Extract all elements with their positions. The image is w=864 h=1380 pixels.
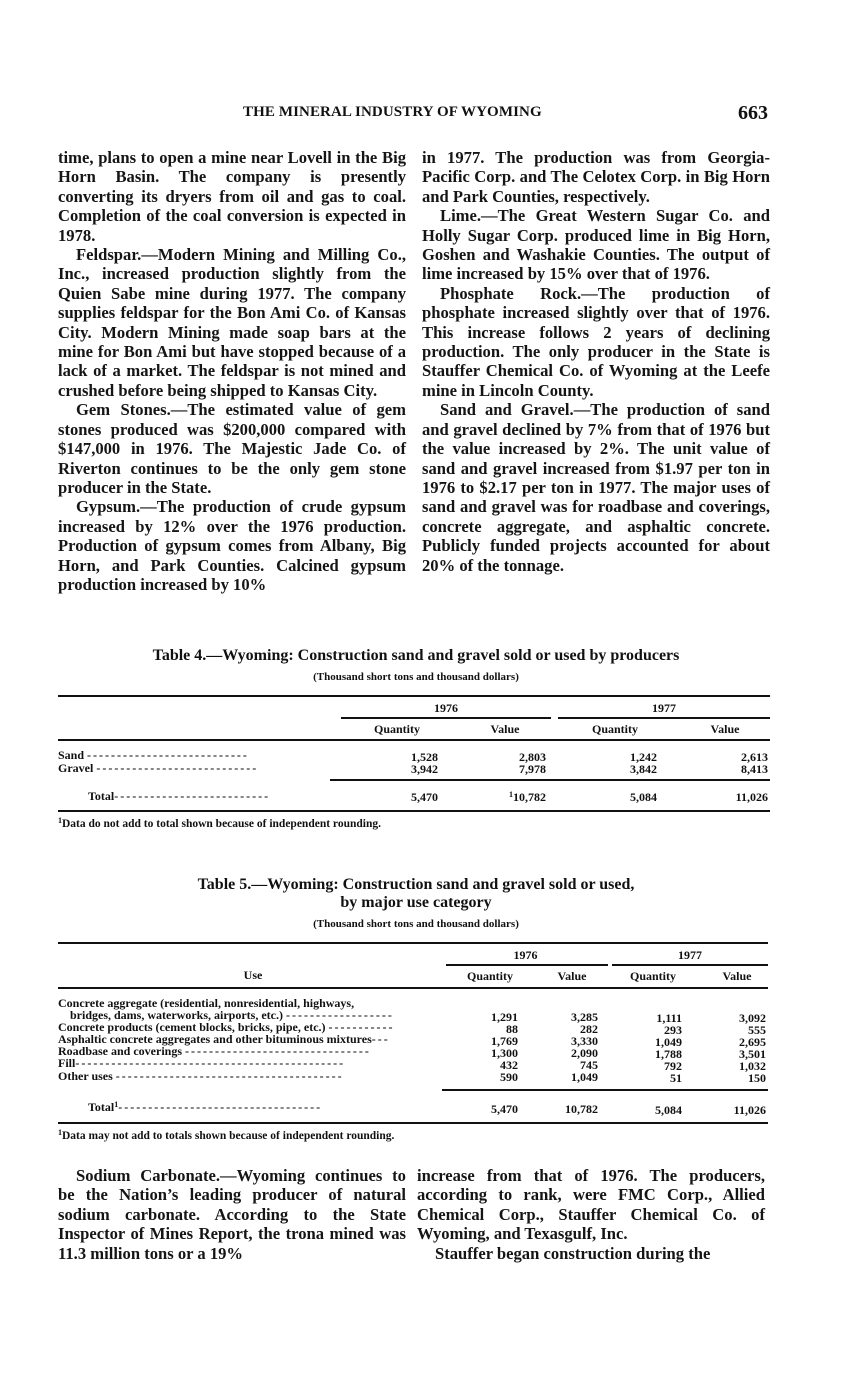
- paragraph-phosphate-rock: Phosphate Rock.—The production of phosphate increased slightly over that of 1976. This increase follows 2 years of declining production. The only producer in the State is Stauffer Chemical Co. of Wyoming at the Leefe mine in Lincoln County.: [422, 283, 770, 400]
- column-header: Quantity: [629, 969, 676, 983]
- footnote-mark: 1: [509, 790, 513, 799]
- column-header: Value: [722, 969, 752, 983]
- year-header: 1976: [513, 948, 538, 962]
- cell-value-1976: 7,978: [519, 762, 546, 776]
- cell-value-1977: 8,413: [741, 762, 768, 776]
- table-title: Table 4.—Wyoming: Construction sand and gravel sold or used by producers: [152, 647, 680, 664]
- header-bottom-rule: [58, 987, 768, 989]
- paragraph-sand-and-gravel: Sand and Gravel.—The production of sand and gravel declined by 7% from that of 1976 but the value increased by 2%. The unit value of sand and gravel increased from $1.97 per ton in 1976 to $2.17 per ton in 1977. The major uses of sand and gravel was for roadbase and coverings, concrete aggregate, and asphaltic concrete. Publicly funded projects accounted for about 20% of the tonnage.: [422, 400, 770, 575]
- cell-quantity-1977: 3,842: [630, 762, 657, 776]
- cell-quantity-1976: 432: [500, 1058, 518, 1072]
- column-header: Value: [710, 722, 740, 736]
- cell-value-1976: 2,803: [519, 750, 546, 764]
- cell-value-1977: 3,092: [739, 1011, 766, 1025]
- table-title-line2: by major use category: [340, 894, 492, 911]
- cell-quantity-1977: 1,788: [655, 1047, 682, 1061]
- column-header: Quantity: [466, 969, 513, 983]
- paragraph-feldspar: Feldspar.—Modern Mining and Milling Co., Inc., increased production slightly from the Quien Sabe mine during 1977. The company supplies feldspar for the Bon Ami Co. of Kansas City. Modern Mining made soap bars at the mine for Bon Ami but have stopped because of a lack of a market. The feldspar is not mined and crushed before being shipped to Kansas City.: [58, 245, 406, 400]
- cell-quantity-1977: 293: [664, 1023, 682, 1037]
- column-header: Quantity: [591, 722, 638, 736]
- running-head: [0, 102, 864, 126]
- section-heading: Feldspar.: [76, 245, 142, 265]
- paragraph-sodium-carbonate: Sodium Carbonate.—Wyoming continues to be the Nation’s leading producer of natural sodium carbonate. According to the State Inspector of Mines Report, the trona mined was 11.3 million tons or a 19%: [58, 1166, 406, 1263]
- page-number: 663: [738, 102, 768, 124]
- body-column-right: [422, 148, 770, 575]
- row-label: Concrete products (cement blocks, bricks, pipe, etc.): [58, 1021, 326, 1034]
- total-value-1976: 10,782: [565, 1102, 598, 1116]
- table-top-rule: [58, 695, 770, 697]
- cell-quantity-1976: 88: [506, 1022, 518, 1036]
- row-label: Fill: [58, 1057, 76, 1070]
- stub-header: Use: [243, 968, 263, 982]
- paragraph-gem-stones: Gem Stones.—The estimated value of gem stones produced was $200,000 compared with $147,000 in 1976. The Majestic Jade Co. of Riverton continues to be the only gem stone producer in the State.: [58, 400, 406, 497]
- total-quantity-1976: 5,470: [411, 790, 438, 804]
- section-heading: Sand and Gravel.: [440, 400, 574, 420]
- body-column-left: [58, 148, 406, 594]
- subtotal-rule: [442, 1089, 768, 1091]
- subtotal-rule: [330, 779, 770, 781]
- column-header: Value: [557, 969, 587, 983]
- body-column-right-bottom: [417, 1166, 765, 1263]
- year-header: 1977: [678, 948, 702, 962]
- total-value-1977: 11,026: [733, 1103, 766, 1117]
- paragraph: in 1977. The production was from Georgia-Pacific Corp. and The Celotex Corp. in Big Horn and Park Counties, respectively.: [422, 148, 770, 206]
- section-heading: Gypsum.: [76, 497, 141, 517]
- section-heading: Gem Stones.: [76, 400, 171, 420]
- cell-value-1977: 2,613: [741, 750, 768, 764]
- cell-quantity-1976: 1,291: [491, 1010, 518, 1024]
- row-label-continued: bridges, dams, waterworks, airports, etc.): [70, 1009, 283, 1022]
- footnote-mark: 1: [114, 1101, 119, 1109]
- section-heading: Phosphate Rock.: [440, 283, 582, 303]
- row-label: Concrete aggregate (residential, nonresidential, highways,: [58, 997, 355, 1010]
- paragraph: increase from that of 1976. The producers, according to rank, were FMC Corp., Allied Chemical Corp., Stauffer Chemical Co. of Wyoming, and Texasgulf, Inc.: [417, 1166, 765, 1244]
- header-bottom-rule: [58, 739, 770, 741]
- row-label: Asphaltic concrete aggregates and other bituminous mixtures: [58, 1033, 372, 1046]
- paragraph: Stauffer began construction during the: [435, 1243, 711, 1263]
- column-header: Value: [490, 722, 520, 736]
- section-heading: Sodium Carbonate.: [76, 1166, 221, 1185]
- paragraph: time, plans to open a mine near Lovell in the Big Horn Basin. The company is presently converting its dryers from oil and gas to coal. Completion of the coal conversion is expected in 1978.: [58, 148, 406, 245]
- row-label: Gravel: [58, 762, 94, 775]
- year-rule: [446, 964, 608, 966]
- body-column-left-bottom: [58, 1166, 406, 1263]
- column-header: Quantity: [373, 722, 420, 736]
- cell-value-1977: 150: [748, 1071, 766, 1085]
- paragraph-lime: Lime.—The Great Western Sugar Co. and Holly Sugar Corp. produced lime in Big Horn, Goshen and Washakie Counties. The output of lime increased by 15% over that of 1976.: [422, 206, 770, 284]
- table-bottom-rule: [58, 1122, 768, 1124]
- total-value-1977: 11,026: [735, 790, 768, 804]
- row-label: Roadbase and coverings: [58, 1045, 183, 1058]
- table-bottom-rule: [58, 810, 770, 812]
- cell-value-1976: 745: [580, 1058, 598, 1072]
- total-quantity-1977: 5,084: [655, 1103, 682, 1117]
- table-top-rule: [58, 942, 768, 944]
- total-value-1976: $^1$10,782: [509, 790, 546, 804]
- year-rule: [612, 964, 768, 966]
- cell-value-1977: 1,032: [739, 1059, 766, 1073]
- cell-quantity-1977: 1,111: [656, 1011, 682, 1025]
- cell-quantity-1976: 1,769: [491, 1034, 518, 1048]
- table-subtitle: (Thousand short tons and thousand dollars): [313, 671, 519, 683]
- cell-value-1976: 2,090: [571, 1046, 598, 1060]
- table-footnote: $^1$Data may not add to totals shown because of independent rounding.: [58, 1128, 395, 1142]
- year-header: 1977: [652, 701, 676, 715]
- total-quantity-1976: 5,470: [491, 1102, 518, 1116]
- cell-quantity-1976: 590: [500, 1070, 518, 1084]
- year-header: 1976: [434, 701, 458, 715]
- cell-quantity-1976: 1,300: [491, 1046, 518, 1060]
- row-label: Total: [88, 790, 115, 803]
- cell-value-1976: 3,330: [571, 1034, 598, 1048]
- cell-value-1977: 2,695: [739, 1035, 766, 1049]
- cell-quantity-1976: 1,528: [411, 750, 438, 764]
- cell-quantity-1977: 792: [664, 1059, 682, 1073]
- cell-value-1976: 1,049: [571, 1070, 598, 1084]
- cell-quantity-1977: 51: [670, 1071, 682, 1085]
- running-title: THE MINERAL INDUSTRY OF WYOMING: [243, 104, 542, 120]
- year-rule: [558, 717, 770, 719]
- table-title: Table 5.—Wyoming: Construction sand and gravel sold or used,: [197, 876, 635, 893]
- paragraph-gypsum: Gypsum.—The production of crude gypsum increased by 12% over the 1976 production. Production of gypsum comes from Albany, Big Horn, and Park Counties. Calcined gypsum production increased by 10%: [58, 497, 406, 594]
- row-label: Sand: [58, 749, 85, 762]
- cell-value-1976: 282: [580, 1022, 598, 1036]
- cell-quantity-1977: 1,049: [655, 1035, 682, 1049]
- section-heading: Lime.: [440, 206, 482, 226]
- table-footnote: $^1$Data do not add to total shown because of independent rounding.: [58, 816, 381, 830]
- year-rule: [341, 717, 551, 719]
- cell-value-1976: 3,285: [571, 1010, 598, 1024]
- cell-quantity-1976: 3,942: [411, 762, 438, 776]
- row-label: Total: [88, 1101, 115, 1114]
- cell-value-1977: 555: [748, 1023, 766, 1037]
- cell-quantity-1977: 1,242: [630, 750, 657, 764]
- cell-value-1977: 3,501: [739, 1047, 766, 1061]
- row-label: Other uses: [58, 1070, 113, 1083]
- total-quantity-1977: 5,084: [630, 790, 657, 804]
- table-subtitle: (Thousand short tons and thousand dollars): [313, 918, 519, 930]
